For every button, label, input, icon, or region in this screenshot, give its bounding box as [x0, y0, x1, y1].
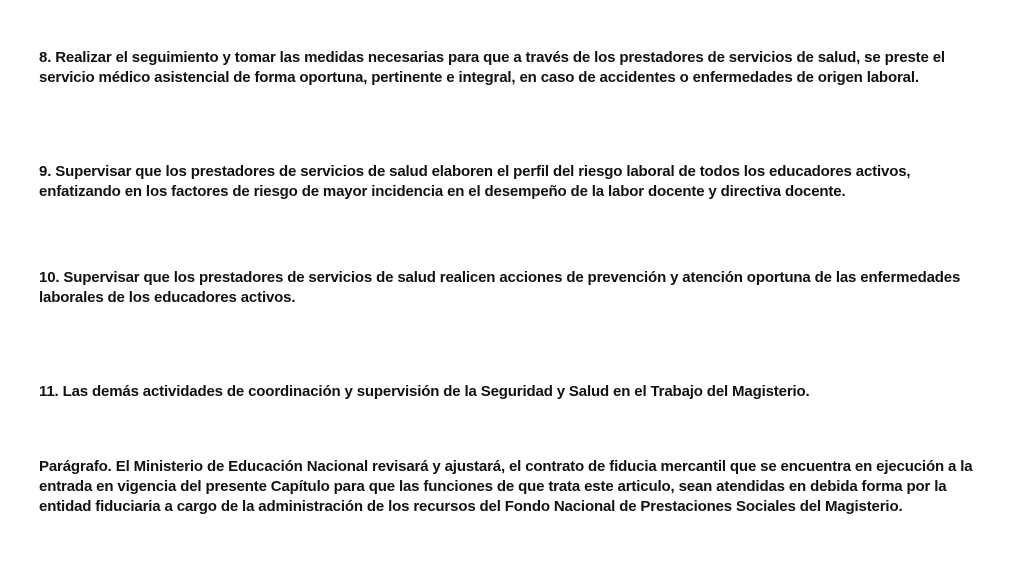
paragraph-item-11: 11. Las demás actividades de coordinación y supervisión de la Seguridad y Salud en el Trabajo del Magisterio. — [39, 383, 810, 400]
paragraph-item-10: 10. Supervisar que los prestadores de servicios de salud realicen acciones de prevención y atención oportuna de las enfermedades laborales de los educadores activos. — [39, 269, 961, 306]
paragraph-item-9: 9. Supervisar que los prestadores de servicios de salud elaboren el perfil del riesgo laboral de todos los educadores activos, enfatizando en los factores de riesgo de mayor incidencia en el desempeño de la labor docente y directiva docente. — [39, 163, 911, 200]
paragraph-item-8: 8. Realizar el seguimiento y tomar las medidas necesarias para que a través de los prestadores de servicios de salud, se preste el servicio médico asistencial de forma oportuna, pertinente e integral, en caso de accidentes o enfermedades de origen laboral. — [39, 49, 945, 86]
paragraph-paragrafo: Parágrafo. El Ministerio de Educación Nacional revisará y ajustará, el contrato de fiducia mercantil que se encuentra en ejecución a la entrada en vigencia del presente Capítulo para que las funciones de que trata este articulo, sean atendidas en debida forma por la entidad fiduciaria a cargo de la administración de los recursos del Fondo Nacional de Prestaciones Sociales del Magisterio. — [39, 458, 973, 515]
